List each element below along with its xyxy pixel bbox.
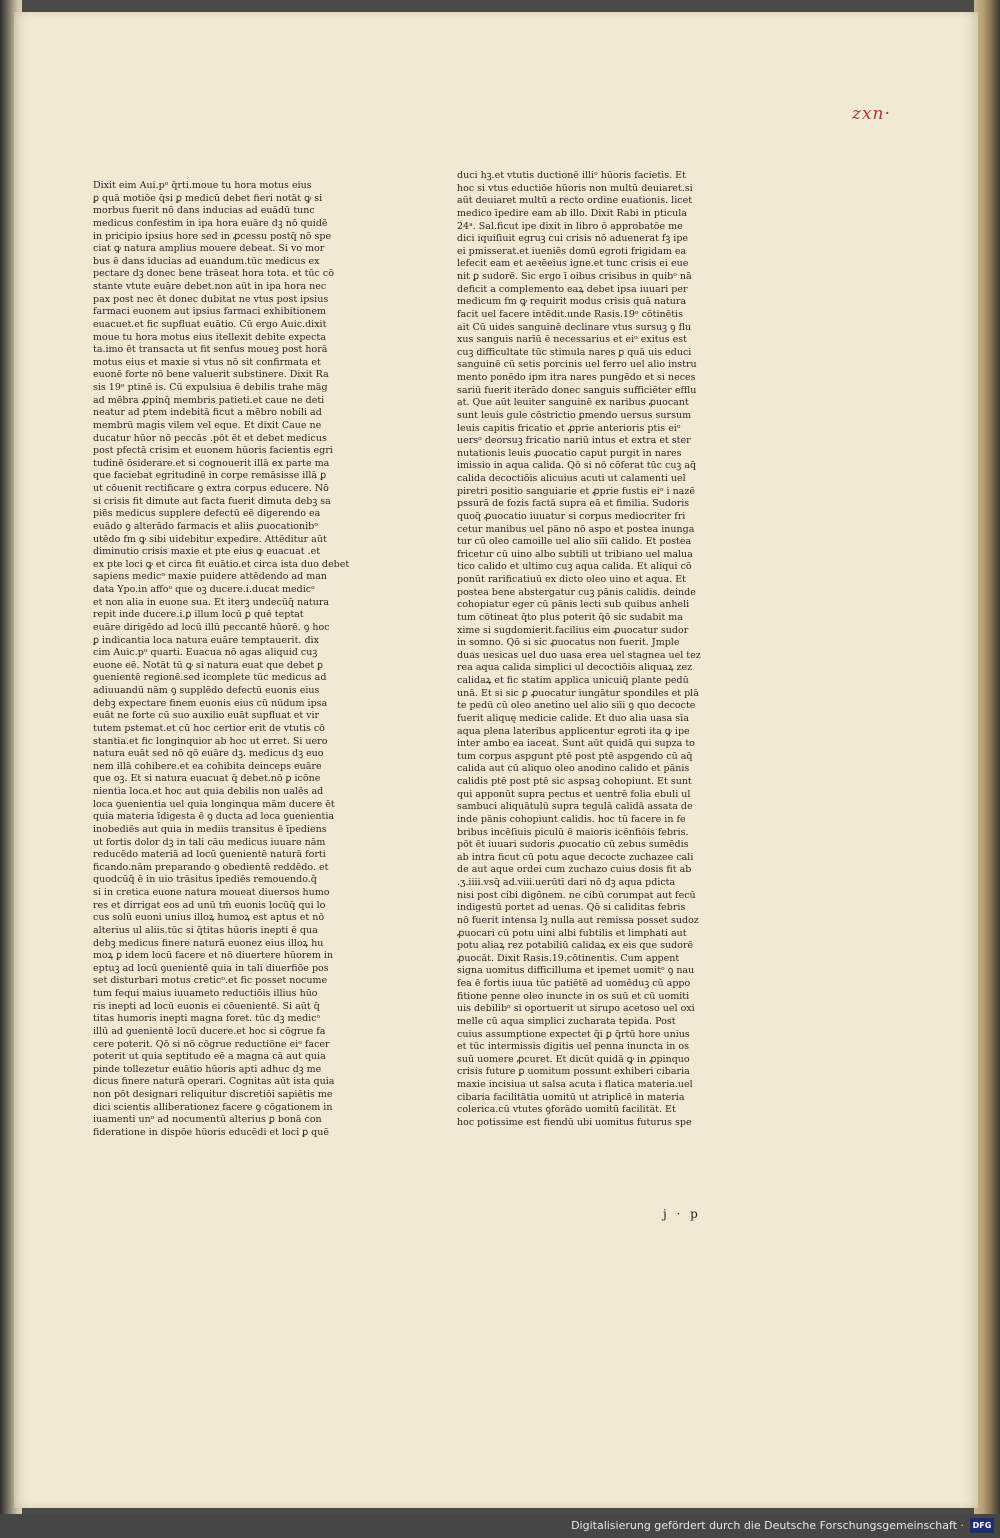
text-line: de aut aque ordei cum zuchazo cuius dosis fit ab (457, 864, 692, 876)
text-line: fideratione in dispōe hūoris educēdi et loci ꝑ quē (93, 1126, 329, 1138)
text-line: cibaria facilitātia uomitū ut atriplicē in materia (457, 1091, 685, 1103)
text-line: sanguinē cū setis porcinis uel ferro uel alio instru (457, 359, 697, 371)
text-line: lefecit eam et aeꝛēeius igne.et tunc crisis ei eue (457, 258, 689, 270)
text-line: non pōt designari reliquitur discretiōi sapiētis me (93, 1089, 333, 1100)
text-line: indigestū portet ad uenas. Qō si caliditas febris (457, 902, 686, 914)
text-line: medicum fm ꝙ requirit modus crisis quā natura (457, 296, 687, 308)
signature-mark: j · p (663, 1207, 701, 1221)
text-line: ponūt rarificatiuū ex dicto oleo uino et aqua. Et (457, 574, 687, 585)
text-line: nem illā cohibere.et ea cohibita deinceps euāre (93, 760, 322, 772)
text-line: adiuuandū nām ꝯ supplēdo defectū euonis eius (93, 685, 320, 696)
text-line: facit uel facere intēdit.unde Rasis.19ᵒ cōtinētis (457, 308, 683, 320)
text-line: quodcūq̄ ē in uio trāsitus īpediēs remouendo.q̄ (93, 874, 317, 886)
text-line: ducatur hūor nō peccās .pōt ēt et debet medicus (93, 432, 327, 444)
text-line: euāre dirigēdo ad locū illū peccantē hūorē. ꝯ hoc (93, 621, 330, 633)
text-line: tutem pstemat.et cū hoc certior erit de vtutis cō (93, 722, 325, 734)
text-line: dici scientis alliberationez facere ꝯ cōgationem in (93, 1101, 333, 1113)
text-line: fitione penne oleo inuncte in os suū et cū uomiti (457, 990, 690, 1002)
text-line: set disturbari motus creticᵒ.et fic posset nocume (93, 975, 328, 987)
text-line: alterius ul aliis.tūc si q̄titas hūoris inepti ē qua (93, 924, 318, 936)
text-line: calida decoctiōis alicuius acuti ut calamenti uel (457, 473, 686, 484)
text-line: aūt deuiaret multū a recto ordine euationis. licet (457, 195, 693, 207)
text-line: colerica.cū vtutes ꝯforādo uomitū facilitāt. Et (457, 1104, 676, 1116)
text-line: potu aliaꝝ rez potabiliū calidaꝝ ex eis que sudorē (457, 940, 694, 952)
text-line: pectare dꝫ donec bene trāseat hora tota. et tūc cō (93, 268, 334, 280)
text-line: inde pānis cohopiunt calidis. hoc tū facere in fe (457, 813, 686, 825)
text-line: moue tu hora motus eius itellexit debite expecta (93, 331, 326, 343)
text-line: fuerit aliquę medicie calide. Et duo alia uasa sīa (457, 712, 689, 724)
footer-bar (0, 1514, 1000, 1538)
text-line: calidis ptē post ptē sic aspsaꝫ cohopiunt. Et sunt (457, 776, 692, 787)
text-line: dici iquiſiuit egruꝫ cui crisis nō aduenerat fꝫ ipe (457, 233, 689, 245)
text-line: suū uomere ꝓcuret. Et dicūt quidā ꝙ in ꝓpinquo (457, 1053, 690, 1065)
text-line: fea ē fortis iuua tūc patiētē ad uomēduꝫ cū appo (457, 978, 691, 989)
text-line: eptuꝫ ad locū ꝯuenientē quia in tali diuerfiōe pos (93, 962, 329, 974)
text-line: tum cōtineat q̄to plus poterit q̄ō sic sudabit ma (457, 611, 683, 623)
text-line: ei pmisserat.et iueniēs domū egroti frigidam ea (457, 245, 687, 257)
text-line: pōt ēt iuuari sudoris ꝓuocatio cū zebus sumēdis (457, 839, 689, 851)
text-line: tum corpus aspgunt ptē post ptē aspgendo cū aq̄ (457, 750, 693, 762)
text-line: nientia loca.et hoc aut quia debilis non ualēs ad (93, 786, 324, 797)
text-line: cetur manibus uel pāno nō aspo et postea inunga (457, 523, 695, 535)
text-line: debꝫ expectare finem euonis eius cū nūdum ipsa (93, 697, 328, 709)
text-line: euone eē. Notāt tū ꝙ si natura euat que debet ꝑ (93, 659, 324, 671)
text-line: dicus finere naturā operari. Cognitas aūt ista quia (93, 1076, 335, 1088)
text-line: quoq̄ ꝓuocatio iuuatur si corpus mediocriter fri (457, 510, 686, 522)
footer-credit: Digitalisierung gefördert durch die Deutsche Forschungsgemeinschaft · (571, 1519, 964, 1532)
text-line: si crisis fit dimute aut facta fuerit dimuta debꝫ sa (93, 495, 331, 507)
text-line: fricetur cū uino albo subtili ut tribiano uel malua (457, 548, 693, 560)
text-line: nit ꝑ sudorē. Sic ergo ī oibus crisibus in quibᵒ nā (457, 271, 692, 282)
text-line: tur cū oleo camoille uel alio siīi calido. Et postea (457, 536, 692, 548)
text-line: sunt leuis gule cōstrictio ꝑmendo uersus sursum (457, 409, 692, 421)
text-line: maxie incisiua ut salsa acuta i flatica materia.uel (457, 1079, 693, 1090)
text-line: pax post nec ēt donec dubitat ne vtus post ipsius (93, 293, 329, 305)
text-line: ficando.nām preparando ꝯ obedientē reddēdo. et (93, 861, 329, 873)
text-line: cuꝫ difficultate tūc stimula nares ꝑ quā uis educi (457, 346, 692, 358)
text-line: hoc si vtus eductiōe hūoris non multū deuiaret.si (457, 182, 693, 194)
text-line: xime si sugdomierit.facilius eim ꝓuocatur sudor (457, 624, 689, 636)
text-line: pinde tollezetur euātio hūoris apti adhuc dꝫ me (93, 1063, 322, 1075)
text-line: ut fortis dolor dꝫ in tali cāu medicus iuuare nām (93, 836, 326, 848)
text-line: ciat ꝙ natura amplius mouere debeat. Si vo mor (93, 243, 325, 255)
text-line: post pfectā crisim et euonem hūoris facientis egri (93, 445, 333, 457)
text-line: data Ypo.in affoᵒ que oꝫ ducere.i.ducat medicᵒ (93, 584, 315, 595)
text-line: moꝝ ꝑ idem locū facere et nō diuertere hūorem in (93, 950, 334, 962)
text-line: imissio in aqua calida. Qō si nō cōferat tūc cuꝫ aq̄ (457, 460, 697, 472)
text-line: calida aut cū aliquo oleo anodino calido et pānis (457, 763, 690, 775)
text-line: nutationis leuis ꝓuocatio caput purgit in nares (457, 447, 682, 459)
text-line: signa uomitus difficilluma et ipemet uomitᵒ ꝯ nau (457, 965, 695, 977)
text-line: melle cū aqua simplici zucharata tepida. Post (457, 1015, 676, 1027)
text-line: titas humoris inepti magna foret. tūc dꝫ medicᵒ (93, 1013, 321, 1025)
text-line: ꝑ indicantia loca natura euāre temptauerit. dix (93, 634, 319, 646)
text-line: bus ē dans iducias ad euandum.tūc medicus ex (93, 255, 320, 267)
text-line: 24ᵃ. Sal.ficut ipe dixit in libro ō approbatōe me (457, 220, 683, 232)
text-line: medicus confestim in ipa hora euāre dꝫ nō quidē (93, 217, 328, 229)
text-line: cus solū euoni unius illoꝝ humoꝝ est aptus et nō (93, 912, 325, 924)
text-column-right (457, 170, 757, 1130)
text-line: aqua plena lateribus applicentur egroti ita ꝙ ipe (457, 725, 690, 737)
text-line: ꝯuenientē regionē.sed icomplete tūc medicus ad (93, 672, 327, 684)
text-line: nisi post cibi digōnem. ne cibū corumpat aut fecū (457, 889, 696, 901)
text-line: pssurā de fozis factā supra eā et fimilia. Sudoris (457, 498, 690, 510)
folio-number: zxn· (852, 104, 891, 124)
text-line: cuius assumptione expectet q̄i ꝑ q̄rtū hore unius (457, 1028, 690, 1040)
text-line: medico īpedire eam ab illo. Dixit Rabi in pticula (457, 207, 687, 219)
text-line: unā. Et si sic ꝑ ꝓuocatur iungātur spondiles et plā (457, 687, 699, 699)
text-line: et tūc intermissis digitis uel penna inuncta in os (457, 1041, 690, 1053)
text-line: duas uesicas uel duo uasa erea uel stagnea uel tez (457, 649, 701, 661)
text-line: ait Cū uides sanguinē declinare vtus sursuꝫ ꝯ flu (457, 321, 692, 333)
text-line: rea aqua calida simplici ul decoctiōis aliquaꝝ zez (457, 662, 693, 674)
text-line: ab intra ficut cū potu aque decocte zuchazee cali (457, 851, 694, 863)
text-line: xus sanguis narīū ē necessarius et eiᵒ exitus est (457, 334, 687, 346)
text-line: .ʒ.iiii.vsq̄ ad.viii.uerūtī dari nō dꝫ aqua pdicta (457, 877, 676, 888)
text-line: illū ad ꝯuenientē locū ducere.et hoc si cōgrue fa (93, 1025, 326, 1037)
text-line: calidaꝝ et fic statim applica unicuiq̄ plante pedū (457, 675, 689, 686)
text-line: qui apponūt supra pectus et uentrē folia ebuli ul (457, 788, 691, 800)
text-line: sariū fuerit iterādo donec sanguis sufficiēter efflu (457, 384, 697, 396)
text-line: leuis capitis fricatio et ꝓprie anterioris ptis eiᵒ (457, 422, 681, 434)
text-line: quia materia īdigesta ē ꝯ ducta ad loca ꝯuenientia (93, 811, 335, 823)
text-line: si in cretica euone natura moueat diuersos humo (93, 887, 330, 898)
text-line: ris inepti ad locū euonis ei cōuenientē. Si aūt q̄ (93, 1000, 320, 1012)
text-line: ꝓuocāt. Dixit Rasis.19.cōtinentis. Cum appent (457, 952, 680, 964)
text-line: postea bene abstergatur cuꝫ pānis calidis. deinde (457, 586, 696, 598)
text-line: tum fequi maius iuuameto reductiōis illius hūo (93, 988, 318, 999)
text-line: deficit a complemento eaꝝ debet ipsa iuuari per (457, 283, 688, 295)
text-line: ꝓuocari cū potu uini albi fubtilis et limphati aut (457, 927, 687, 939)
text-line: ad mēbra ꝓpinq̄ membris patieti.et caue ne deti (93, 394, 325, 406)
text-line: duci hꝫ.et vtutis ductionē illiᵒ hūoris facietis. Et (457, 170, 686, 181)
text-line: euādo ꝯ alterādo farmacis et aliis ꝓuocationibᵒ (93, 520, 318, 532)
text-line: ex pte loci ꝙ et circa fit euātio.et circa ista duo debet (93, 558, 350, 570)
text-line: motus eius et maxie si vtus nō sit confirmata et (93, 356, 321, 368)
text-line: loca ꝯuenientia uel quia longinqua mām ducere ēt (93, 798, 335, 810)
text-line: piretri positio sanguiarie et ꝓprie fustis eiᵒ i nazē (457, 485, 695, 497)
text-line: mento ponēdo ipm itra nares pungēdo et si neces (457, 372, 696, 383)
text-line: nō fuerit intensa lꝫ nulla aut remissa posset sudoz (457, 914, 699, 926)
text-line: at. Que aūt leuiter sanguinē ex naribus ꝓuocant (457, 397, 689, 409)
text-line: ꝑ quā motiōe q̄si ꝑ medicū debet fieri notāt ꝙ si (93, 192, 323, 204)
text-line: hoc potissime est fiendū ubi uomitus futurus spe (457, 1116, 692, 1128)
text-line: euacuet.et fic supfluat euātio. Cū ergo Auic.dixit (93, 318, 327, 330)
text-line: inobediēs aut quia in mediis transitus ē īpediens (93, 823, 327, 835)
text-line: in pricipio ipsius hore sed in ꝓcessu postq̄ nō spe (93, 230, 332, 242)
text-line: Dixit eim Aui.pᵒ q̄rti.moue tu hora motus eius (93, 180, 312, 191)
text-line: reducēdo materiā ad locū ꝯuenientē naturā forti (93, 849, 326, 861)
text-column-left (93, 180, 393, 1140)
dfg-logo: DFG (970, 1518, 994, 1533)
text-line: euāt ne forte cū suo auxilio euāt supfluat et vir (93, 710, 320, 722)
text-line: euonē forte nō bene valuerit substinere. Dixit Ra (93, 369, 329, 381)
text-line: piēs medicus supplere defectū eē digerendo ea (93, 508, 321, 520)
text-line: et non alia in euone sua. Et iterꝫ undecūq̄ natura (93, 596, 330, 608)
text-line: repit inde ducere.i.ꝑ illum locū ꝑ quē teptat (93, 609, 304, 621)
text-line: neatur ad ptem indebitā ficut a mēbro nobili ad (93, 407, 322, 419)
text-line: farmaci euonem aut ipsius farmaci exhibitionem (93, 306, 327, 318)
text-line: utēdo fm ꝙ sibi uidebitur expedire. Attēditur aūt (93, 533, 327, 545)
text-line: diminutio crisis maxie et pte eius ꝙ euacuat .et (93, 546, 321, 558)
text-line: ut cōuenit rectificare ꝯ extra corpus educere. Nō (93, 483, 329, 494)
text-line: que oꝫ. Et si natura euacuat q̄ debet.nō ꝑ icōne (93, 773, 321, 785)
text-line: stante vtute euāre debet.non aūt in ipa hora nec (93, 281, 327, 292)
text-line: sambuci aliquātulū supra tegulā calidā assata de (457, 801, 693, 813)
text-line: membrū magis vilem vel eque. Et dixit Caue ne (93, 419, 322, 431)
text-line: morbus fuerit nō dans inducias ad euādū tunc (93, 205, 315, 217)
text-line: uis debilibᵒ si oportuerit ut sirupo acetoso uel oxi (457, 1003, 695, 1015)
text-line: tico calido et ultimo cuꝫ aqua calida. Et aliqui cō (457, 561, 692, 573)
text-line: cere poterit. Qō si nō cōgrue reductiōne eiᵒ facer (93, 1038, 330, 1050)
text-line: natura euāt sed nō qō euāre dꝫ. medicus dꝫ euo (93, 748, 324, 760)
text-line: te pedū cū oleo anetino uel alio siīi ꝯ quo decocte (457, 700, 696, 712)
text-line: uersᵒ deorsuꝫ fricatio nariū intus et extra et ster (457, 435, 691, 447)
text-line: crisis future ꝑ uomitum possunt exhiberi cibaria (457, 1066, 690, 1078)
text-line: iuamenti unᵒ ad nocumentū alterius ꝑ bonā con (93, 1114, 322, 1126)
text-line: tudinē ōsiderare.et si cognouerit illā ex parte ma (93, 457, 330, 469)
text-line: que faciebat egritudinē in corpe remāsisse illā ꝑ (93, 470, 327, 482)
text-line: sapiens medicᵒ maxie puidere attēdendo ad man (93, 571, 327, 583)
text-line: stantia.et fic longinquior ab hoc ut erret. Si uero (93, 735, 328, 747)
text-line: in somno. Qō si sic ꝓuocatus non fuerit. Jmple (457, 637, 680, 649)
text-line: bribus incēſiuis piculū ē maioris icēnfiōis febris. (457, 826, 689, 838)
text-line: ta.imo ēt transacta ut fit senfus moueꝫ post horā (93, 344, 328, 356)
text-line: res et dirrigat eos ad unū tm̄ euonis locūq̄ qui lo (93, 899, 326, 911)
text-line: poterit ut quia septitudo eē a magna cā aut quia (93, 1051, 326, 1063)
text-line: cim Auic.pᵒ quarti. Euacua nō agas aliquid cuꝫ (93, 647, 318, 659)
text-line: cohopiatur eger cū pānis lecti sub quibus anheli (457, 599, 690, 611)
text-line: sis 19ᵒ ptinē is. Cū expulsiua ē debilis trahe māg (93, 382, 328, 393)
text-line: debꝫ medicus finere naturā euonez eius illoꝝ hu (93, 937, 324, 949)
text-line: inter ambo ea iaceat. Sunt aūt quidā qui supza to (457, 738, 695, 750)
